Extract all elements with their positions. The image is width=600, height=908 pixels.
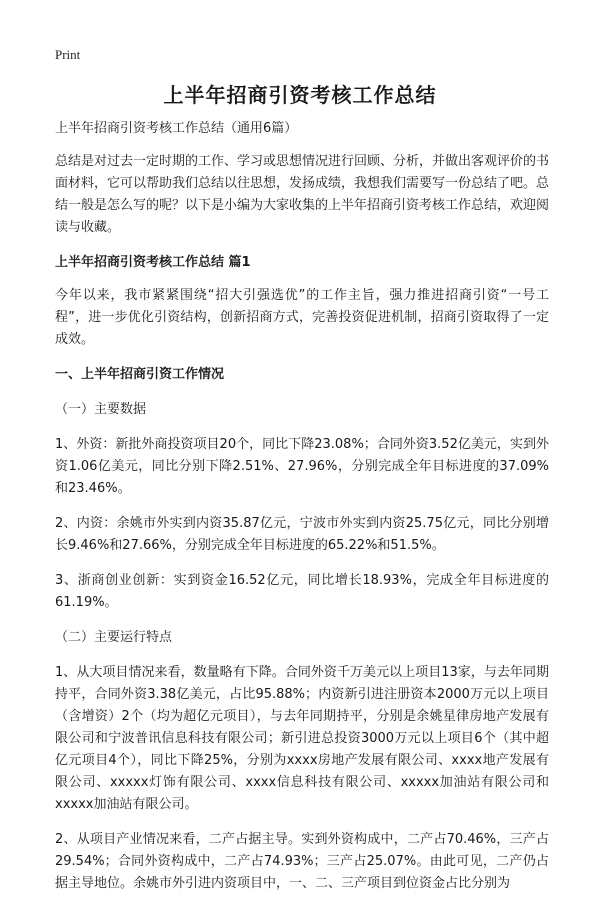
document-subtitle: 上半年招商引资考核工作总结（通用6篇） bbox=[55, 121, 298, 136]
section-intro-paragraph: 今年以来，我市紧紧围绕“招大引强选优”的工作主旨，强力推进招商引资“一号工程”，进一步优化引资结构，创新招商方式，完善投资促进机制，招商引资取得了一定成效。 bbox=[55, 288, 549, 347]
heading-main-data: （一）主要数据 bbox=[55, 402, 147, 417]
document-title: 上半年招商引资考核工作总结 bbox=[163, 83, 437, 107]
heading-work-situation: 一、上半年招商引资工作情况 bbox=[55, 367, 225, 382]
heading-operating-features: （二）主要运行特点 bbox=[55, 630, 173, 645]
print-label[interactable]: Print bbox=[55, 47, 81, 62]
data-item-domestic-capital: 2、内资：余姚市外实到内资35.87亿元，宁波市外实到内资25.75亿元，同比分别增长9.46%和27.66%，分别完成全年目标进度的65.22%和51.5%。 bbox=[55, 516, 549, 553]
data-item-foreign-capital: 1、外资：新批外商投资项目20个，同比下降23.08%；合同外资3.52亿美元，实到外资1.06亿美元，同比分别下降2.51%、27.96%，分别完成全年目标进度的37.09%和23.46%。 bbox=[55, 437, 549, 496]
section-title: 上半年招商引资考核工作总结 篇1 bbox=[55, 255, 251, 270]
document-body bbox=[55, 118, 549, 908]
intro-paragraph: 总结是对过去一定时期的工作、学习或思想情况进行回顾、分析，并做出客观评价的书面材料，它可以帮助我们总结以往思想，发扬成绩，我想我们需要写一份总结了吧。总结一般是怎么写的呢？以下是小编为大家收集的上半年招商引资考核工作总结，欢迎阅读与收藏。 bbox=[55, 154, 550, 235]
feature-item-large-projects: 1、从大项目情况来看，数量略有下降。合同外资千万美元以上项目13家，与去年同期持平，合同外资3.38亿美元，占比95.88%；内资新引进注册资本2000万元以上项目（含增资）2个（均为超亿元项目），与去年同期持平，分别是余姚星律房地产发展有限公司和宁波普讯信息科技有限公司；新引进总投资3000万元以上项目6个（其中超亿元项目4个），同比下降25%，分别为xxxx房地产发展有限公司、xxxx地产发展有限公司、xxxxx灯饰有限公司、xxxx信息科技有限公司、xxxxx加油站有限公司和xxxxx加油站有限公司。 bbox=[55, 665, 549, 812]
feature-item-industry: 2、从项目产业情况来看，二产占据主导。实到外资构成中，二产占70.46%，三产占29.54%；合同外资构成中，二产占74.93%；三产占25.07%。由此可见，二产仍占据主导地位。余姚市外引进内资项目中，一、二、三产项目到位资金占比分别为 bbox=[55, 832, 549, 891]
data-item-zhejiang-business: 3、浙商创业创新：实到资金16.52亿元，同比增长18.93%，完成全年目标进度的61.19%。 bbox=[55, 573, 549, 610]
